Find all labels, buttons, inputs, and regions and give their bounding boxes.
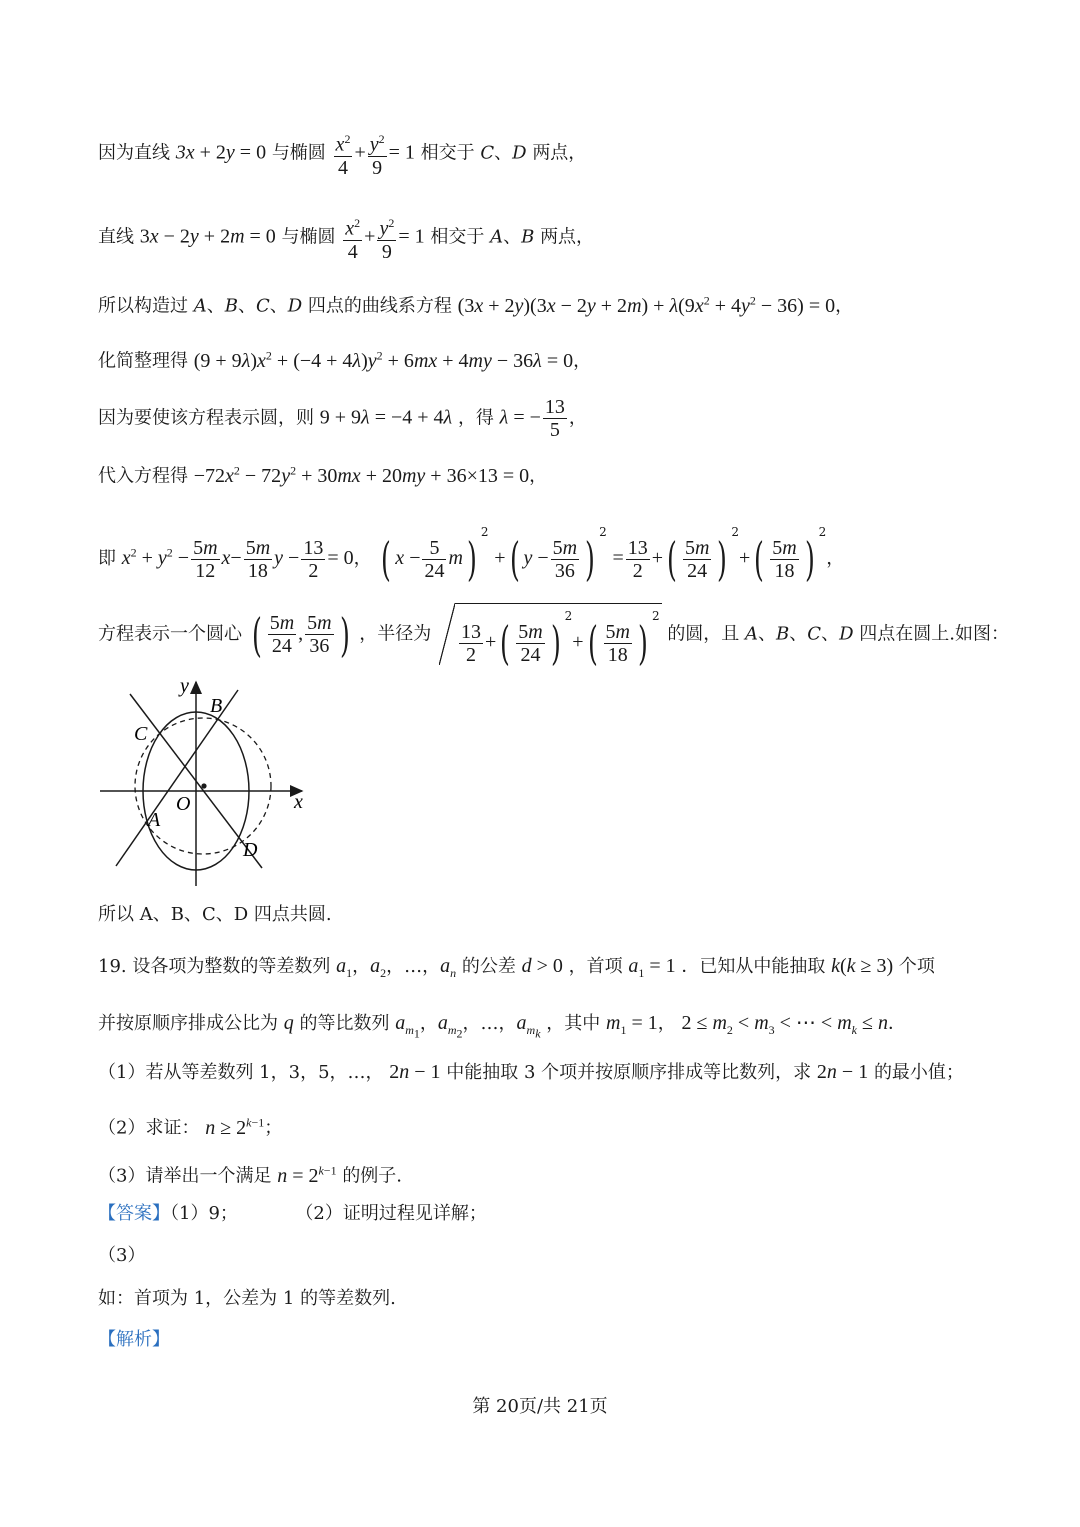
label-y: y (180, 675, 189, 697)
text: （3）请举出一个满足 (98, 1165, 272, 1187)
text: 的例子. (342, 1165, 403, 1187)
analysis-label: 【解析】 (98, 1329, 170, 1350)
part-1: （1）若从等差数列 1，3，5，…， 2n − 1 中能抽取 3 个项并按原顺序排成等比数列，求 2n − 1 的最小值； (98, 1061, 964, 1083)
text: ，其中 (546, 1013, 601, 1034)
text: 四点的曲线系方程 (307, 295, 452, 317)
page-footer: 第 20页/共 21页 (472, 1396, 608, 1417)
text: （1）9； (170, 1203, 238, 1224)
text: （1）若从等差数列 1，3，5，…， (98, 1062, 384, 1083)
text: 代入方程得 (98, 465, 188, 487)
conclusion: 所以 A、B、C、D 四点共圆. (98, 904, 332, 925)
text: 两点， (540, 226, 595, 248)
line-4: 化简整理得 $(9 + 9\lambda)x^2 + (-4 + 4\lambda)y^2 + 6mx + 4my - 36\lambda = 0$， (98, 348, 592, 372)
question-19-line-1: 19. 设各项为整数的等差数列 $a_1$，$a_2$，…，$a_n$ 的公差 d > 0 ，首项 $a_1 = 1$ ．已知从中能抽取 k(k ≥ 3) 个项 (98, 955, 935, 980)
answer-3: （3） (98, 1245, 146, 1266)
label-O: O (176, 793, 191, 815)
text: 所以构造过 (98, 295, 188, 317)
text: 个项 (898, 956, 935, 977)
text: 方程表示一个圆心 (98, 623, 242, 645)
text: 并按原顺序排成公比为 (98, 1013, 278, 1034)
line-3: 所以构造过 A、B、C、D 四点的曲线系方程 $(3x + 2y)(3x - 2y + 2m) + \lambda(9x^2 + 4y^2 - 36) = 0$， (98, 293, 854, 317)
text: ，首项 (568, 956, 623, 977)
text: （2）求证： (98, 1117, 200, 1139)
line-5: 因为要使该方程表示圆，则 9 + 9λ = −4 + 4λ ，得 λ = − $\frac{13}{5}$ ， (98, 396, 587, 441)
ellipse-circle-figure (96, 672, 316, 892)
text: 相交于 (420, 142, 475, 164)
line-6: 代入方程得 $-72x^2 - 72y^2 + 30mx + 20my + 36\times 13 = 0$， (98, 463, 548, 487)
label-x: x (294, 791, 303, 813)
text: 因为要使该方程表示圆，则 (98, 407, 314, 429)
text: 与椭圆 (281, 226, 336, 248)
label-B: B (210, 695, 223, 717)
text: 直线 (98, 226, 134, 248)
text: 因为直线 (98, 142, 170, 164)
answer-example: 如：首项为 1，公差为 1 的等差数列. (98, 1288, 396, 1309)
text: 四点在圆上.如图： (859, 623, 1009, 645)
label-D: D (243, 839, 258, 861)
label-A: A (148, 809, 161, 831)
label-C: C (134, 723, 148, 745)
center-point (201, 783, 206, 788)
question-19-line-2: 并按原顺序排成公比为 q 的等比数列 $a_{m_1}$，$a_{m_2}$，…，$a_{m_k}$ ，其中 $m_1 = 1$， $2 \le m_2 < m_3$ < ⋯ < $m_k \le n$． (98, 1012, 906, 1041)
text: ，半径为 (359, 623, 432, 645)
line-8: 方程表示一个圆心 ( $\frac{5m}{24}$ , $\frac{5m}{36}$ ) ，半径为 $\frac{13}{2}$ +( $\frac{5m}{24}$ ) $^2$+( $\frac{5m}{18}$ ) $^2$ 的圆，且 A、B、C、D 四点在圆上.如图： (98, 603, 1009, 666)
part-3: （3）请举出一个满足 $n = 2^{k-1}$ 的例子. (98, 1163, 403, 1187)
line-7: 即 $x^2 + y^2$ − $\frac{5m}{12}$ x− $\frac{5m}{18}$ y − $\frac{13}{2}$ = 0， ( x − $\frac{5}{24}$ m) $^2$ +( y − $\frac{5m}{36}$ ) $^2$ = $\frac{13}{2}$ +( $\frac{5m}{24}$ ) $^2$+( $\frac{5m}{18}$ ) $^2$， (98, 525, 845, 586)
line-2: 直线 3x − 2y + 2m = 0 与椭圆 $\frac{x^2}{4}$ + $\frac{y^2}{9}$ = 1 相交于 A、B 两点， (98, 212, 594, 263)
text: 即 (98, 548, 116, 569)
text: 19. 设各项为整数的等差数列 (98, 956, 331, 977)
part-2: （2）求证： $n \ge 2^{k-1}$； (98, 1115, 283, 1139)
text: ．已知从中能抽取 (681, 956, 826, 977)
text: ，得 (457, 407, 494, 429)
text: 中能抽取 3 个项并按原顺序排成等比数列，求 (446, 1062, 812, 1083)
line-1: 因为直线 3x + 2y = 0 与椭圆 $\frac{x^2}{4}$ + $\frac{y^2}{9}$ = 1 相交于 C、D 两点， (98, 128, 586, 179)
text: 两点， (532, 142, 587, 164)
text: 化简整理得 (98, 350, 188, 372)
text: 相交于 (430, 226, 485, 248)
text: 与椭圆 (271, 142, 326, 164)
answer-label: 【答案】 (98, 1203, 170, 1224)
text: （2）证明过程见详解； (295, 1203, 487, 1224)
text: 的圆，且 (667, 623, 740, 645)
text: 的最小值； (873, 1062, 964, 1083)
answer-line (98, 1202, 487, 1226)
text: 的等比数列 (299, 1013, 390, 1034)
text: 的公差 (461, 956, 516, 977)
